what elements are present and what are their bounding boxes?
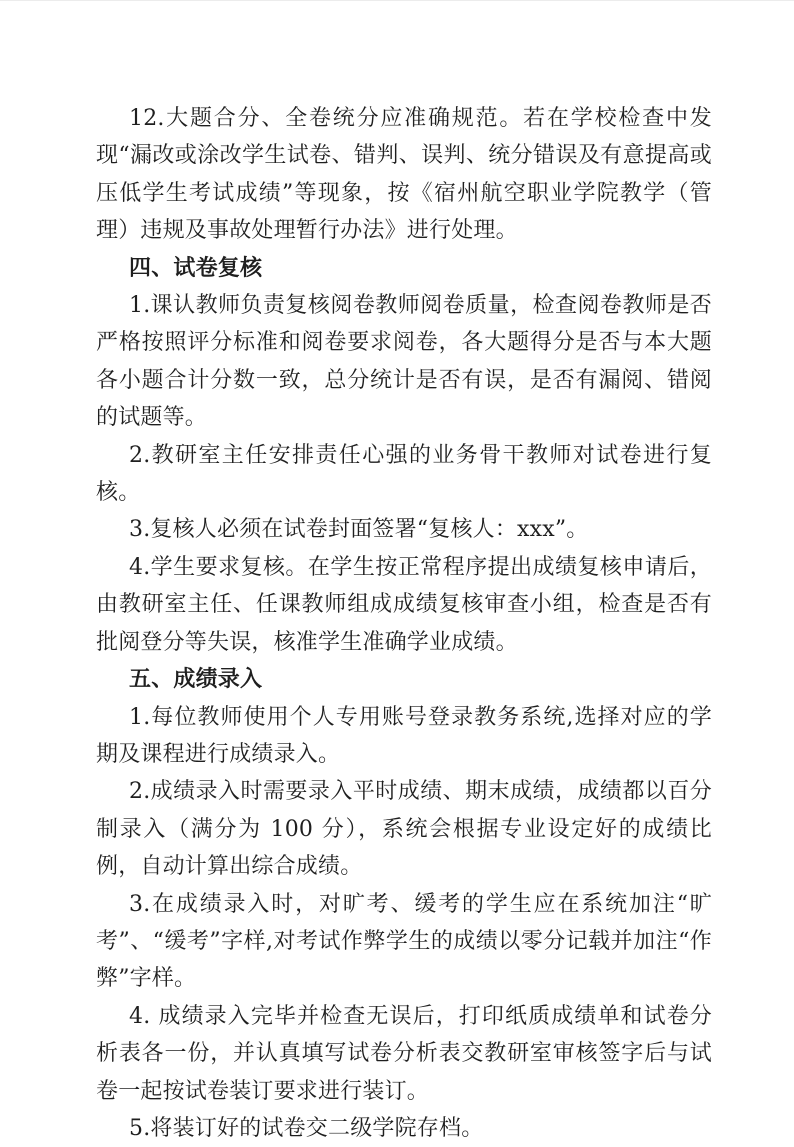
score-entry-item-4: 4. 成绩录入完毕并检查无误后，打印纸质成绩单和试卷分析表各一份，并认真填写试卷分析表交教研室审核签字后与试卷一起按试卷装订要求进行装订。 — [96, 1003, 712, 1104]
section-heading-score-entry: 五、成绩录入 — [129, 666, 263, 693]
review-item-3: 3.复核人必须在试卷封面签署“复核人：xxx”。 — [129, 517, 589, 543]
review-item-4: 4.学生要求复核。在学生按正常程序提出成绩复核申请后，由教研室主任、任课教师组成成绩复核审查小组，检查是否有批阅登分等失误，核准学生准确学业成绩。 — [96, 554, 712, 655]
score-entry-item-5: 5.将装订好的试卷交二级学院存档。 — [129, 1115, 484, 1141]
score-entry-item-1: 1.每位教师使用个人专用账号登录教务系统,选择对应的学期及课程进行成绩录入。 — [96, 704, 712, 767]
score-entry-item-2: 2.成绩录入时需要录入平时成绩、期末成绩，成绩都以百分制录入（满分为 100 分），系统会根据专业设定好的成绩比例，自动计算出综合成绩。 — [96, 779, 712, 880]
section-heading-paper-review: 四、试卷复核 — [129, 254, 263, 281]
review-item-1: 1.课认教师负责复核阅卷教师阅卷质量，检查阅卷教师是否严格按照评分标准和阅卷要求阅卷，各大题得分是否与本大题各小题合计分数一致，总分统计是否有误，是否有漏阅、错阅的试题等。 — [96, 293, 712, 431]
score-entry-item-3: 3.在成绩录入时，对旷考、缓考的学生应在系统加注“旷考”、“缓考”字样,对考试作弊学生的成绩以零分记载并加注“作弊”字样。 — [96, 891, 712, 992]
numbered-item-12: 12.大题合分、全卷统分应准确规范。若在学校检查中发现“漏改或涂改学生试卷、错判、误判、统分错误及有意提高或压低学生考试成绩”等现象，按《宿州航空职业学院教学（管理）违规及事故处理暂行办法》进行处理。 — [96, 106, 712, 244]
review-item-2: 2.教研室主任安排责任心强的业务骨干教师对试卷进行复核。 — [96, 442, 712, 506]
